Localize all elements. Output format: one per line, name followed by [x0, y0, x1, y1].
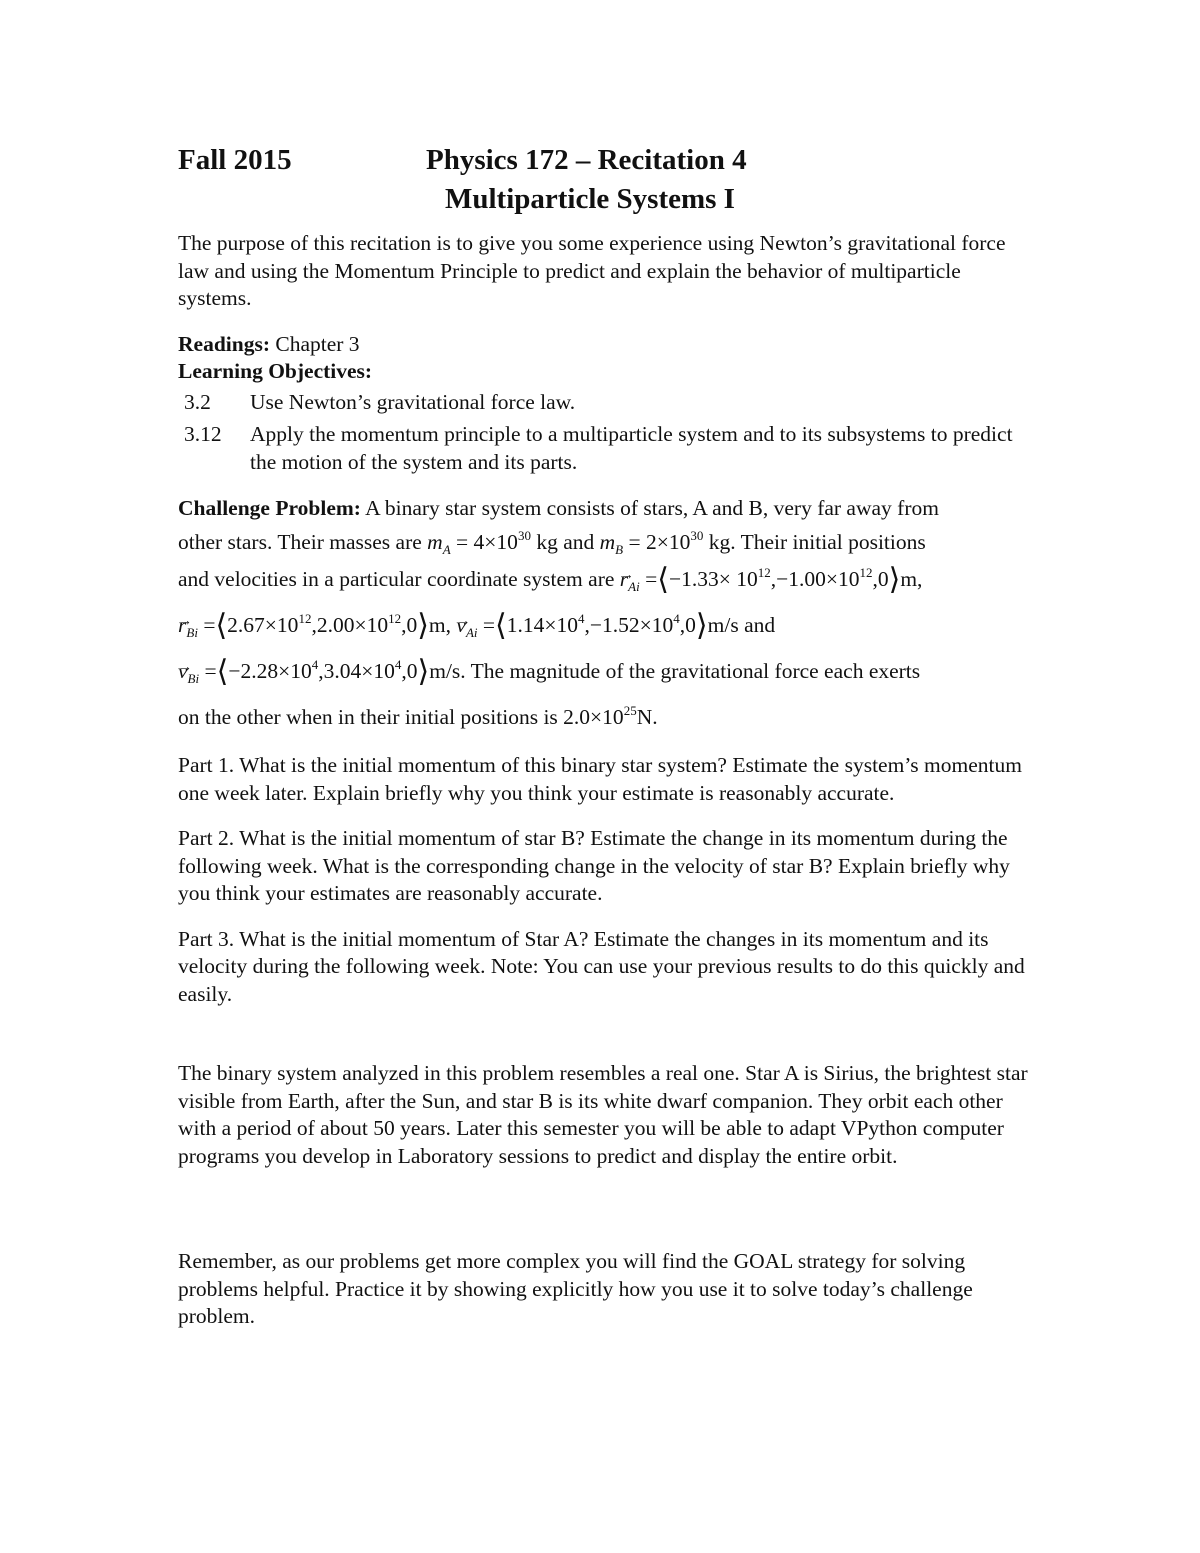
objective-item	[178, 389, 1038, 417]
objective-number: 3.12	[184, 422, 222, 446]
part-1: Part 1. What is the initial momentum of this binary star system? Estimate the system’s momentum one week later. Explain briefly why you think your estimate is reasonably accurate.	[178, 753, 1022, 805]
exp: 12	[757, 565, 771, 580]
text: m/s. The magnitude of the gravitational force each exerts	[429, 659, 921, 683]
right-angle-icon: ⟩	[417, 609, 429, 642]
mass-b-symbol: $m_B$	[599, 530, 624, 557]
remember-paragraph: Remember, as our problems get more complex you will find the GOAL strategy for solving problems helpful. Practice it by showing explicitly how you use it to solve today’s challenge problem.	[178, 1249, 973, 1328]
text: other stars. Their masses are	[178, 530, 422, 554]
text: on the other when in their initial positions is	[178, 705, 558, 729]
velocity-a-z: ,0	[679, 613, 696, 637]
mass-b-value: 2×10	[645, 530, 691, 554]
right-angle-icon: ⟩	[417, 655, 430, 688]
mass-a-value: 4×10	[473, 530, 518, 554]
objective-number: 3.2	[184, 389, 211, 414]
header	[178, 140, 1038, 180]
exp: 12	[388, 611, 402, 626]
challenge-line-1	[178, 494, 1038, 522]
position-a-symbol: → $r_{Ai}$	[620, 567, 640, 591]
exp: 4	[578, 611, 585, 626]
exp: 12	[859, 565, 873, 580]
unit: m,	[428, 613, 452, 637]
challenge-line-2: other stars. Their masses are $m_A = 4\times 10^{30}$ kg and $m_B = 2\times 10^{30}$ kg. Their initial positions	[178, 528, 926, 557]
position-b-z: ,0	[401, 613, 418, 637]
challenge-line-4: → $r_{Bi}$ $=⟨2.67\times 10^{12},2.00\times 10^{12},0⟩m$, → $v_{Ai}$ $=⟨1.14\times 10^4,-1.52\times 10^4,0⟩m/s$ and	[178, 596, 1038, 642]
left-angle-icon: ⟨	[216, 655, 229, 688]
objectives-label: Learning Objectives:	[178, 359, 373, 383]
velocity-a-symbol: → $v_{Ai}$	[456, 613, 477, 637]
readings-label: Readings:	[178, 331, 270, 356]
challenge-line-6	[178, 688, 1038, 734]
force-value: 2.0×10	[563, 705, 624, 729]
part-2: Part 2. What is the initial momentum of star B? Estimate the change in its momentum during the following week. What is the corresponding change in the velocity of star B? Explain briefly why you think your estimates are reasonably accurate.	[178, 826, 1010, 905]
position-a-z: ,0	[872, 567, 889, 591]
unit: m/s and	[707, 613, 776, 637]
velocity-a-x: 1.14×10	[506, 613, 579, 637]
exp: 25	[623, 703, 637, 718]
mass-a-exp: 30	[517, 528, 531, 543]
kg-and: kg and	[536, 530, 595, 554]
velocity-b-x: −2.28×10	[228, 659, 312, 683]
velocity-a-y: ,−1.52×10	[584, 613, 674, 637]
readings	[178, 331, 1038, 359]
position-a-x: −1.33× 10	[668, 567, 758, 591]
mass-a-symbol: $m_A$	[427, 530, 451, 557]
velocity-b-z: ,0	[401, 659, 418, 683]
position-b-x: 2.67×10	[227, 613, 299, 637]
challenge-line-3: and velocities in a particular coordinate system are → $r_{Ai}$ =⟨−1.33× $10^{12},-1.00\times 10^{12},0⟩m$,	[178, 550, 1038, 596]
readings-value: Chapter 3	[275, 331, 360, 356]
text: and velocities in a particular coordinate system are	[178, 567, 615, 591]
right-angle-icon: ⟩	[888, 563, 901, 596]
unit: N.	[636, 705, 658, 729]
objective-text: Use Newton’s gravitational force law.	[250, 389, 576, 414]
purpose-paragraph: The purpose of this recitation is to give you some experience using Newton’s gravitational force law and using the Momentum Principle to predict and explain the behavior of multiparticle systems.	[178, 231, 1006, 310]
part-3: Part 3. What is the initial momentum of Star A? Estimate the changes in its momentum and its velocity during the following week. Note: You can use your previous results to do this quickly and easily.	[178, 926, 1025, 1006]
exp: 4	[394, 657, 402, 672]
exp: 4	[673, 611, 680, 626]
challenge-intro: A binary star system consists of stars, A and B, very far away from	[365, 496, 939, 520]
exp: 4	[311, 657, 319, 672]
position-a-y: ,−1.00×10	[770, 567, 860, 591]
objective-item	[178, 421, 1038, 476]
binary-note-paragraph: The binary system analyzed in this problem resembles a real one. Star A is Sirius, the brightest star visible from Earth, after the Sun, and star B is its white dwarf companion. They orbit each other with a period of about 50 years. Later this semester you will be able to adapt VPython computer programs you develop in Laboratory sessions to predict and display the entire orbit.	[178, 1061, 1028, 1168]
exp: 12	[298, 611, 312, 626]
left-angle-icon: ⟨	[657, 563, 669, 596]
position-b-symbol: → $r_{Bi}$	[178, 613, 198, 637]
challenge-problem	[178, 494, 1038, 734]
challenge-label: Challenge Problem:	[178, 496, 361, 520]
challenge-line-5: → $v_{Bi}$ $=⟨-2.28\times 10^4,3.04\times 10^4,0⟩m/s$. The magnitude of the gravitational force each exerts	[178, 642, 1038, 688]
course-title: Physics 172 – Recitation 4	[426, 144, 747, 176]
semester: Fall 2015	[178, 144, 292, 176]
velocity-b-symbol: → $v_{Bi}$	[178, 659, 199, 683]
mass-b-exp: 30	[690, 528, 704, 543]
position-b-y: ,2.00×10	[311, 613, 389, 637]
document-page	[178, 140, 1038, 1331]
text: kg. Their initial positions	[708, 530, 926, 554]
velocity-b-y: ,3.04×10	[318, 659, 395, 683]
page-title: Multiparticle Systems I	[445, 183, 735, 215]
objective-text: Apply the momentum principle to a multiparticle system and to its subsystems to predict the motion of the system and its parts.	[250, 422, 1013, 474]
left-angle-icon: ⟨	[215, 609, 228, 642]
unit: m,	[900, 567, 923, 591]
left-angle-icon: ⟨	[495, 609, 507, 642]
right-angle-icon: ⟩	[695, 609, 708, 642]
